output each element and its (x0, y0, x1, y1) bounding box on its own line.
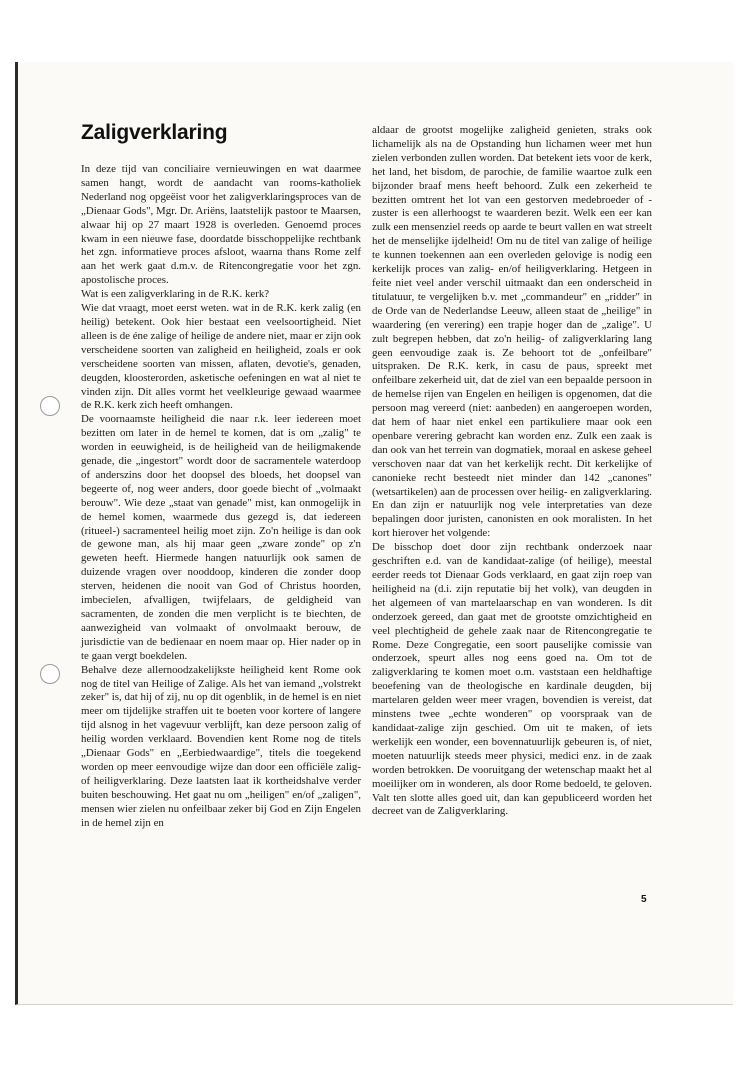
paragraph: Wie dat vraagt, moet eerst weten. wat in de R.K. kerk zalig (en heilig) betekent. Ook hier bestaat een veelsoortigheid. Niet alleen is de éne zalige of heilige de andere niet, maar er zijn ook verscheidene soorten van zaligheid en heiligheid, zoals er ook verscheidene soorten van missen, aflaten, devotie's, genaden, deugden, kloosterorden, asketische oefeningen en wat al niet te vinden zijn. Dit alles vormt het veelkleurige gewaad waarmee de R.K. kerk zich heeft omhangen. (81, 302, 361, 412)
paragraph: De voornaamste heiligheid die naar r.k. leer iedereen moet bezitten om later in de hemel te komen, dat is om „zalig" te worden in eeuwigheid, is de heiligheid van de heiligmakende genade, die „ingestort" wordt door de sacramentele waterdoop of anderszins door het doopsel des bloeds, het doopsel van begeerte of, nog weer anders, door goede biecht of „volmaakt berouw". Wie deze „staat van genade" mist, kan onmogelijk in de hemel komen, waarmede dus gezegd is, dat iedereen (ritueel-) sacramenteel heilig moet zijn. Zo'n heilige is dan ook de gewone man, als hij maar geen „zware zonde" op z'n geweten heeft. Hiermede hangen natuurlijk ook samen de duizende vragen over nooddoop, kinderen die zonder doop sterven, heidenen die nooit van God of Christus hoorden, imbecielen, afvalligen, twijfelaars, de geldigheid van sacramenten, de zonden die men verplicht is te biechten, de aanwezigheid van volmaakt of onvolmaakt berouw, de jurisdictie van de bedienaar en noem maar op. Hier nader op in te gaan vergt boekdelen. (81, 413, 361, 662)
paragraph: Wat is een zaligverklaring in de R.K. kerk? (81, 288, 270, 301)
paragraph: In deze tijd van conciliaire vernieuwingen en wat daarmee samen hangt, wordt de aandacht van rooms-katholiek Nederland nog opgeëist voor het zaligverklaringsproces van de „Dienaar Gods", Mgr. Dr. Ariëns, laatstelijk pastoor te Maarsen, alwaar hij op 27 maart 1928 is overleden. Genoemd proces kwam in een nieuwe fase, doordatde bisschoppelijke rechtbank het zgn. informatieve proces afsloot, waarna thans Rome zelf aan het werk gaat d.m.v. de Ritencongregatie voor het zgn. apostolische proces. (81, 163, 361, 287)
page-number: 5 (641, 894, 647, 905)
left-column (81, 163, 361, 831)
binder-hole-bottom (40, 664, 60, 684)
paragraph: Behalve deze allernoodzakelijkste heiligheid kent Rome ook nog de titel van Heilige of Zalige. Als het van iemand „volstrekt zeker" is, dat hij of zij, nu op dit ogenblik, in de hemel is en niet meer om tijdelijke straffen uit te boeten voor kortere of langere tijd alsnog in het vagevuur verblijft, kan deze persoon zalig of heilig worden verklaard. Bovendien kent Rome nog de titels „Dienaar Gods" en „Eerbiedwaardige", titels die toegekend worden op meer eenvoudige wijze dan door een officiële zalig- of heiligverklaring. Deze laatsten laat ik kortheidshalve verder buiten beschouwing. Het gaat nu om „heiligen" en/of „zaligen", mensen wier zielen nu onfeilbaar zeker bij God en Zijn Engelen in de hemel zijn en (81, 663, 361, 829)
right-column (372, 124, 652, 819)
binder-hole-top (40, 396, 60, 416)
paragraph: De bisschop doet door zijn rechtbank onderzoek naar geschriften e.d. van de kandidaat-zalige (of heilige), meestal eerder reeds tot Dienaar Gods verklaard, en gaat zijn roep van heiligheid na (d.i. zijn reputatie bij het volk), van deugden in het algemeen of van martelaarschap en van wonderen. Is dit onderzoek gereed, dan gaat met de grootste omzichtigheid en veel plechtigheid de gehele zaak naar de Ritencongregatie te Rome. Deze Congregatie, een soort pauselijke comissie van onderzoek, speurt alles nog eens goed na. Om tot de zaligverklaring te komen moet o.m. vaststaan een heldhaftige beoefening van de theologische en kardinale deugden, bij martelaren gelden weer meer vragen, bovendien is vereist, dat minstens twee „echte wonderen" op voorspraak van de kandidaat-zalige zijn geschied. Om uit te maken, of iets werkelijk een wonder, een bovennatuurlijk gebeuren is, of niet, moeten natuurlijk steeds meer physici, medici enz. in de zaak worden betrokken. De vooruitgang der wetenschap maakt het al moeilijker om in wonderen, als door Rome bedoeld, te geloven. Valt ten slotte alles goed uit, dan kan gepubliceerd worden het decreet van de Zaligverklaring. (372, 541, 652, 818)
paragraph: aldaar de grootst mogelijke zaligheid genieten, straks ook lichamelijk als na de Opstanding hun lichamen weer met hun zielen verbonden zullen worden. Dat betekent iets voor de kerk, het land, het bisdom, de parochie, de familie waartoe zulk een bijzonder braaf mens heeft behoord. Zulk een zekerheid te bezitten omtrent het lot van een gestorven medebroeder of -zuster is een allerhoogst te waarderen bezit. Welk een eer kan zulk een mensenziel reeds op aarde te beurt vallen en wat streelt het de menselijke ijdelheid! Om nu de titel van zalige of heilige te kunnen toekennen aan een overleden gelovige is nodig een kerkelijk proces van zalig- en/of heiligverklaring. Hetgeen in feite niet veel ander verschil uitmaakt dan een onderscheid in titulatuur, te vergelijken b.v. met „commandeur" en „ridder" in de Orde van de Nederlandse Leeuw, alleen staat de „heilige" in waardering (en verering) een trapje hoger dan de „zalige". U zult begrepen hebben, dat zo'n heilig- of zaligverklaring lang geen eenvoudige zaak is. Ze behoort tot de „onfeilbare" uitspraken. De R.K. kerk, in casu de paus, spreekt met onfeilbare zekerheid uit, dat de ziel van een bepaalde persoon in de hemelse rijen van Engelen en heiligen is opgenomen, dat die persoon mag vereerd (niet: aanbeden) en aangeroepen worden, dat hem of haar niet enkel een partikuliere maar ook een openbare verering gebracht kan worden enz. Zulk een zaak is dan ook van het terrein van dogmatiek, moraal en askese geheel verschoven naar dat van het kerkelijk recht. Dit kerkelijke of canonieke recht besteedt niet minder dan 142 „canones" (wetsartikelen) aan de processen over heilig- en zaligverklaring. En dan zijn er natuurlijk nog vele interpretaties van deze bepalingen door juristen, canonisten en ook moralisten. In het kort hierover het volgende: (372, 124, 652, 540)
article-title: Zaligverklaring (81, 121, 228, 144)
